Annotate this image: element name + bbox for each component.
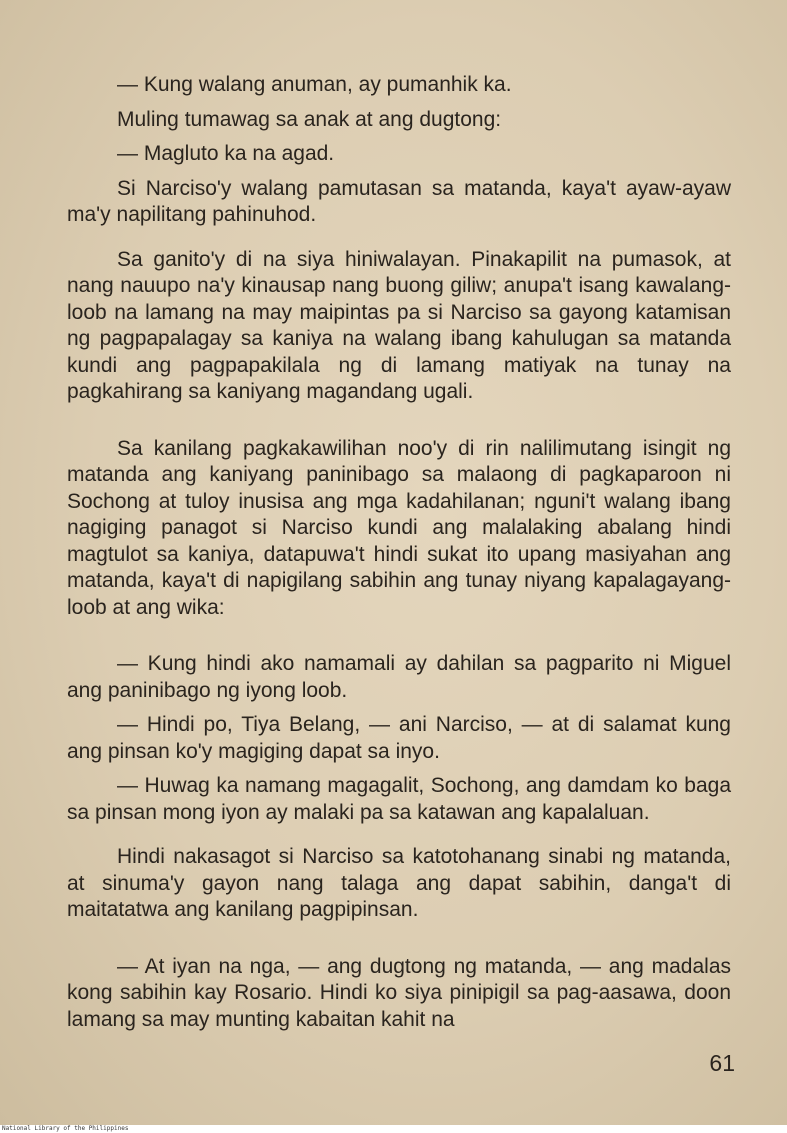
paragraph: — Huwag ka namang magagalit, Sochong, ang damdam ko baga sa pinsan mong iyon ay malaki pa sa katawan ang kapalaluan. [67, 774, 731, 824]
paragraph: Hindi nakasagot si Narciso sa katotohanang sinabi ng matanda, at sinuma'y gayon nang talaga ang dapat sabihin, danga't di maitatatwa ang kanilang pagpipinsan. [67, 845, 731, 921]
page-number: 61 [709, 1050, 735, 1076]
paragraph: Muling tumawag sa anak at ang dugtong: [117, 107, 502, 131]
paragraph: Sa ganito'y di na siya hiniwalayan. Pinakapilit na pumasok, at nang nauupo na'y kinausap nang buong giliw; anupa't isang kawalang-loob na lamang na may maipintas pa si Narciso sa gayong katamisan ng pagpapalagay sa kaniya na walang ibang kahulugan sa matanda kundi ang pagpapakilala ng di lamang matiyak na tunay na pagkahirang sa kaniyang magandang ugali. [67, 247, 731, 403]
paragraph: — Magluto ka na agad. [117, 142, 335, 165]
paragraph: — Kung hindi ako namamali ay dahilan sa pagparito ni Miguel ang paninibago ng iyong loob. [67, 652, 731, 702]
library-credit: National Library of the Philippines [2, 1125, 129, 1132]
paragraph: Sa kanilang pagkakawilihan noo'y di rin nalilimutang isingit ng matanda ang kaniyang paninibago sa malaong di pagkaparoon ni Sochong at tuloy inusisa ang mga kadahilanan; nguni't walang ibang nagiging panagot si Narciso kundi ang malalaking abalang hindi magtulot sa kaniya, datapuwa't hindi sukat ito upang masiyahan ang matanda, kaya't di napigilang sabihin ang tunay niyang kapalagayang-loob at ang wika: [67, 436, 731, 619]
paragraph: — Kung walang anuman, ay pumanhik ka. [117, 73, 512, 96]
paragraph: Si Narciso'y walang pamutasan sa matanda, kaya't ayaw-ayaw ma'y napilitang pahinuhod. [67, 176, 731, 226]
paragraph: — At iyan na nga, — ang dugtong ng matanda, — ang madalas kong sabihin kay Rosario. Hindi ko siya pinipigil sa pag-aasawa, doon lamang sa may munting kabaitan kahit na [67, 954, 731, 1031]
paragraph: — Hindi po, Tiya Belang, — ani Narciso, — at di salamat kung ang pinsan ko'y magiging dapat sa inyo. [67, 713, 731, 763]
footer-bar [0, 1125, 787, 1133]
body-text [67, 72, 731, 1033]
